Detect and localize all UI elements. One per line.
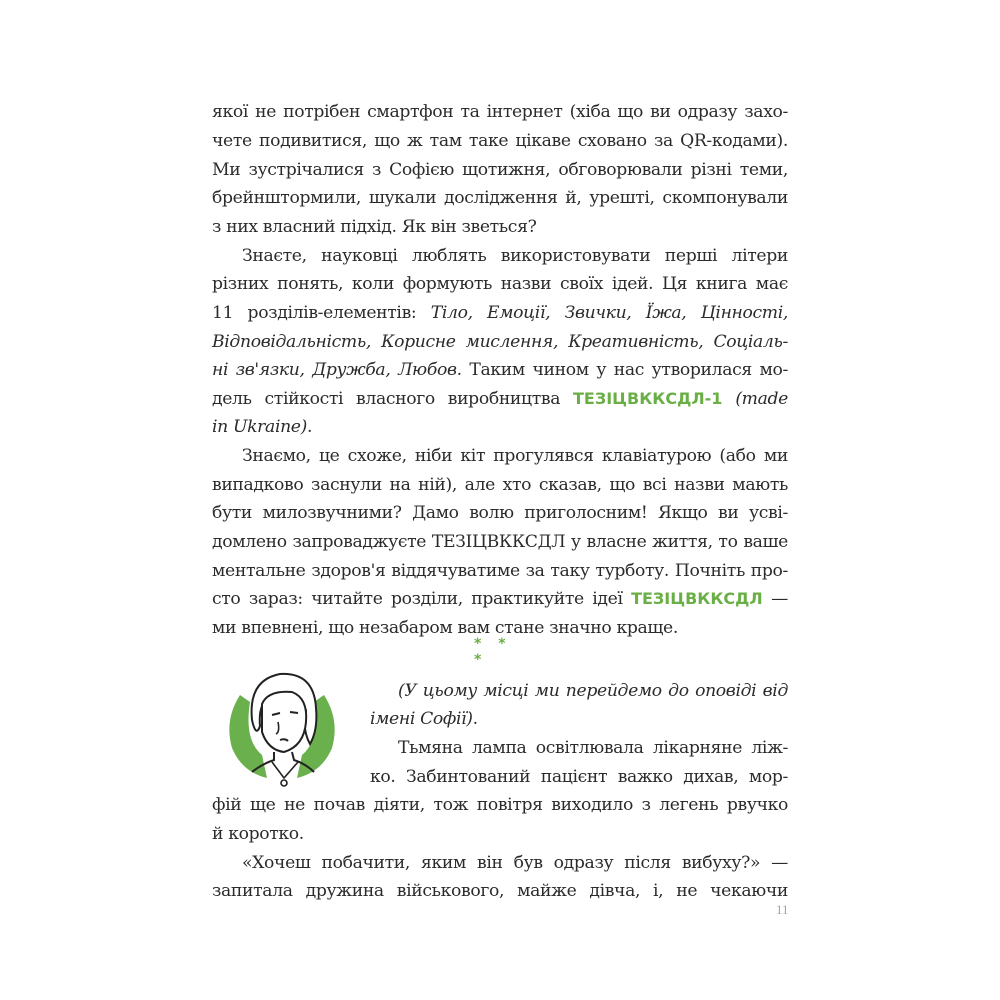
text-line: брейнштормили, шукали дослідження й, урешті, скомпонували [212, 188, 788, 208]
text-span: дель стійкості власного виробництва [212, 389, 574, 409]
text-line: ко. Забинтований пацієнт важко дихав, мор- [370, 767, 788, 787]
sofia-portrait-icon [222, 660, 342, 790]
text-line: ментальне здоров'я віддячуватиме за таку турботу. Почніть про- [212, 561, 788, 581]
text-span: . [472, 709, 478, 729]
text-line: Ми зустрічалися з Софією щотижня, обговорювали різні теми, [212, 160, 788, 180]
text-span: Таким чином у нас утворилася мо- [461, 360, 788, 380]
text-line: ми впевнені, що незабаром вам стане значно краще. [212, 618, 678, 638]
text-line: Тьмяна лампа освітлювала лікарняне ліж- [398, 738, 788, 758]
text-line: запитала дружина військового, майже дівча, і, не чекаючи [212, 881, 788, 901]
text-line [212, 385, 788, 413]
text-line [212, 299, 788, 327]
text-span: імені Софії) [370, 709, 473, 729]
text-line: «Хочеш побачити, яким він був одразу після вибуху?» — [242, 853, 788, 873]
model-acronym: ТЕЗІЦВККСДЛ-1 [573, 389, 723, 408]
chapter-list: Відповідальність, Корисне мислення, Креативність, Соціаль- [212, 332, 788, 352]
text-line: якої не потрібен смартфон та інтернет (хіба що ви одразу захо- [212, 102, 788, 122]
text-line: Знаємо, це схоже, ніби кіт прогулявся клавіатурою (або ми [242, 446, 788, 466]
text-span: — [762, 589, 788, 609]
text-line: випадково заснули на ній), але хто сказав, що всі назви мають [212, 475, 788, 495]
text-line: чете подивитися, що ж там таке цікаве сховано за QR-кодами). [212, 131, 788, 151]
chapter-list: ні зв'язки, Дружба, Любов. [212, 360, 462, 380]
text-span: 11 розділів-елементів: [212, 303, 431, 323]
text-line: (У цьому місці ми перейдемо до оповіді від [398, 681, 788, 701]
text-line: бути милозвучними? Дамо волю приголосним! Якщо ви усві- [212, 503, 788, 523]
section-separator: * * * [474, 636, 512, 668]
text-span: (made [722, 389, 788, 409]
chapter-list: Тіло, Емоції, Звички, Їжа, Цінності, [430, 303, 789, 323]
text-span: . [307, 417, 313, 437]
text-line [370, 705, 788, 733]
model-acronym: ТЕЗІЦВККСДЛ [631, 589, 763, 608]
text-line: з них власний підхід. Як він зветься? [212, 217, 537, 237]
text-line: Знаєте, науковці люблять використовувати перші літери [242, 246, 788, 266]
text-span: сто зараз: читайте розділи, практикуйте ідеї [212, 589, 632, 609]
text-line [212, 356, 788, 384]
text-line: домлено запроваджуєте ТЕЗІЦВККСДЛ у власне життя, то ваше [212, 532, 788, 552]
text-line [212, 585, 788, 613]
text-line: й коротко. [212, 824, 304, 844]
text-line: фій ще не почав діяти, тож повітря виходило з легень рвучко [212, 795, 788, 815]
text-line [212, 413, 788, 441]
text-span: in Ukraine) [212, 417, 307, 437]
page-number: 11 [776, 902, 789, 917]
text-line: різних понять, коли формують назви своїх ідей. Ця книга має [212, 274, 788, 294]
